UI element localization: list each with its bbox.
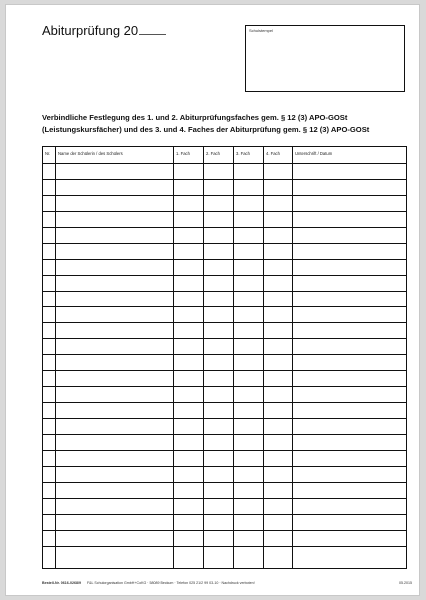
table-row — [43, 211, 406, 227]
edition-date: 05.2015 — [399, 581, 412, 585]
column-header-fach-4: 4. Fach — [266, 151, 280, 156]
form-footer — [42, 581, 412, 585]
table-row — [43, 163, 406, 179]
table-row — [43, 354, 406, 370]
table-row — [43, 466, 406, 482]
table-row — [43, 275, 406, 291]
publisher-line: F&L Schulorganisation GmbH+CoKG · 58089 Beckum · Telefon 025 21/2 99 03-10 · Nachdruck verboten! — [86, 581, 255, 585]
column-header-nr: Nr. — [45, 151, 51, 156]
table-row — [43, 482, 406, 498]
column-header-name: Name der Schülerin / des Schülers — [58, 151, 123, 156]
table-row — [43, 514, 406, 530]
school-stamp-box — [245, 25, 405, 92]
column-header-signature: Unterschrift / Datum — [295, 151, 333, 156]
table-row — [43, 195, 406, 211]
table-row — [43, 306, 406, 322]
table-row — [43, 227, 406, 243]
form-heading — [42, 112, 422, 136]
year-blank — [139, 25, 166, 35]
table-row — [43, 418, 406, 434]
table-row — [43, 434, 406, 450]
form-title-text: Abiturprüfung 20 — [42, 23, 139, 38]
table-row — [43, 179, 406, 195]
heading-line-1: Verbindliche Festlegung des 1. und 2. Abiturprüfungsfaches gem. § 12 (3) APO-GOSt — [42, 113, 348, 122]
table-row — [43, 370, 406, 386]
table-row — [43, 259, 406, 275]
table-row — [43, 291, 406, 307]
column-header-fach-2: 2. Fach — [206, 151, 220, 156]
table-row — [43, 450, 406, 466]
table-row — [43, 498, 406, 514]
table-row — [43, 402, 406, 418]
form-title — [42, 23, 166, 38]
column-header-fach-3: 3. Fach — [236, 151, 250, 156]
table-row — [43, 322, 406, 338]
exam-subjects-table — [42, 146, 407, 569]
heading-line-2: (Leistungskursfächer) und des 3. und 4. Faches der Abiturprüfung gem. § 12 (3) APO-GOSt — [42, 125, 370, 134]
table-row — [43, 386, 406, 402]
order-number: Bestell-Nr. 0616-0268/9 — [42, 581, 81, 585]
school-stamp-label: Schulstempel — [249, 28, 274, 33]
table-row — [43, 530, 406, 546]
column-header-fach-1: 1. Fach — [176, 151, 190, 156]
table-row — [43, 338, 406, 354]
form-sheet — [6, 5, 419, 595]
table-body — [43, 163, 406, 568]
table-row — [43, 243, 406, 259]
table-row — [43, 546, 406, 562]
